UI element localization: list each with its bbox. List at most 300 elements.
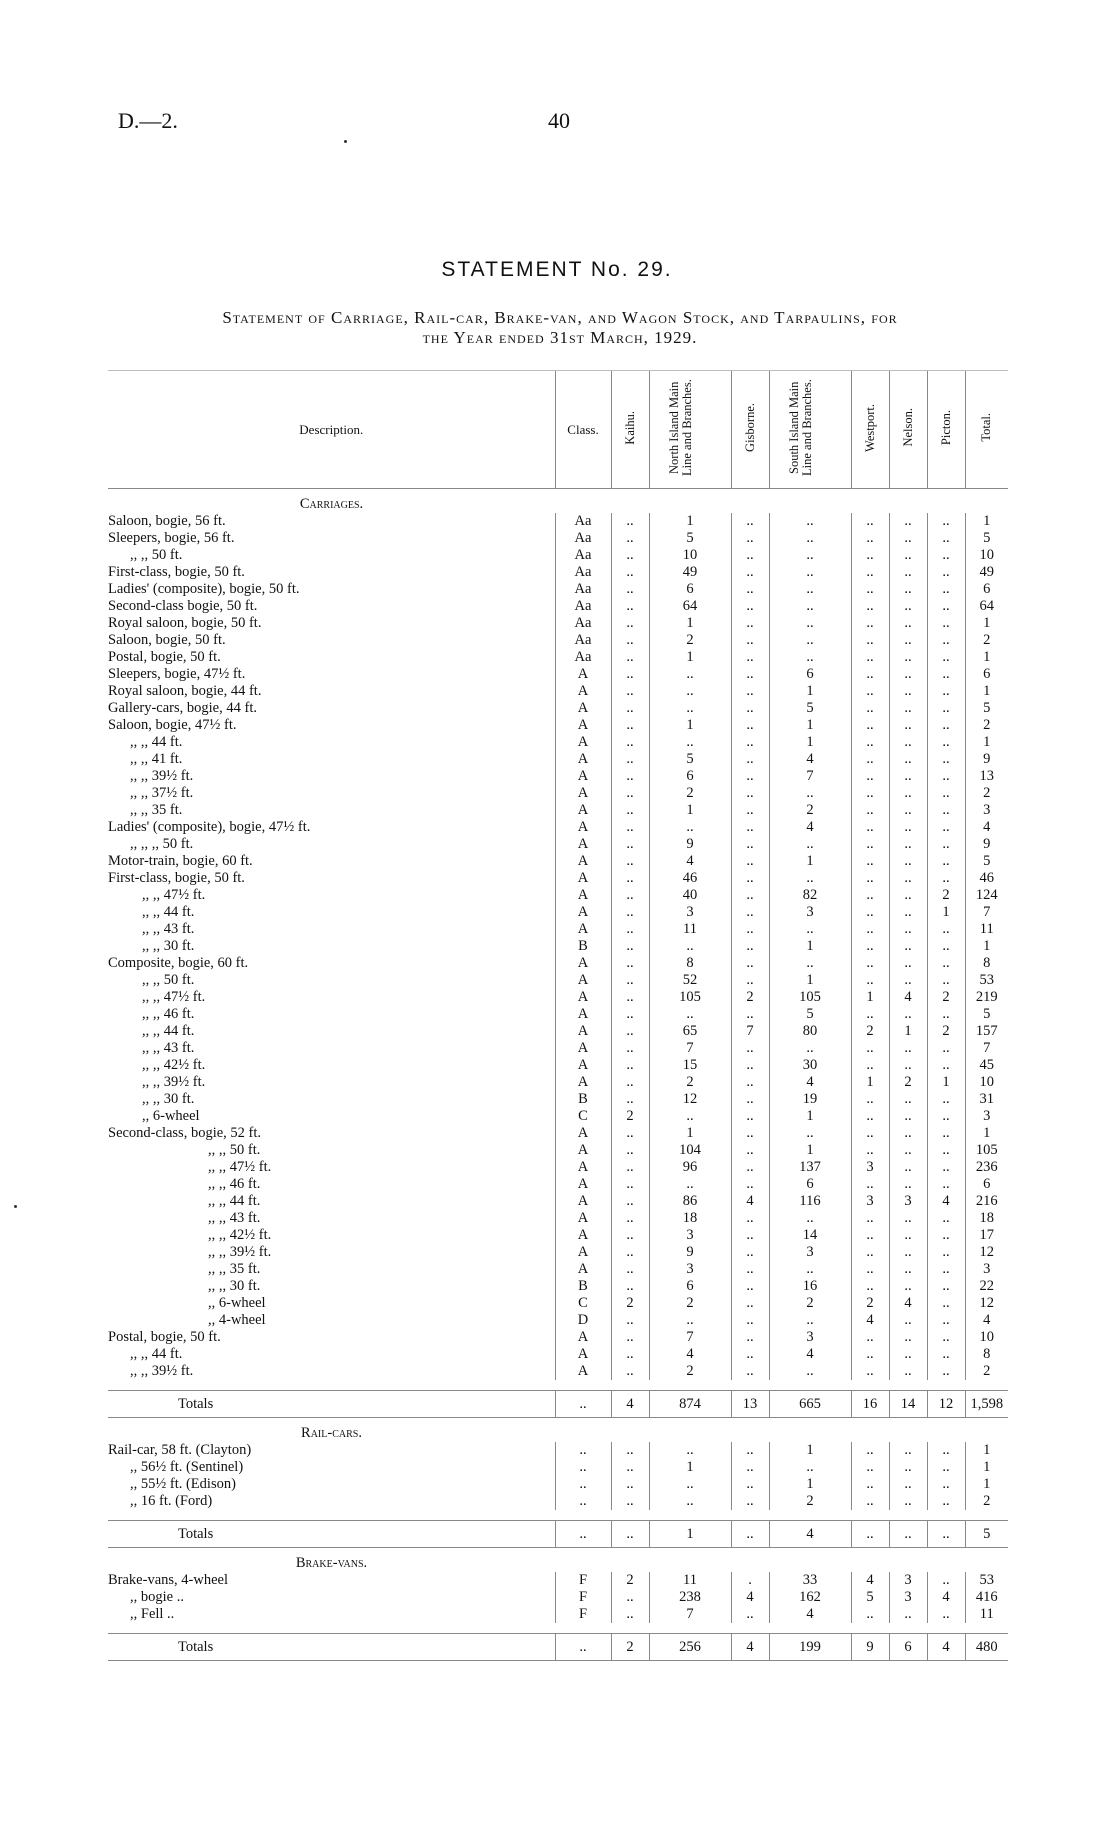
row-value: .. [851, 615, 889, 632]
row-value: .. [889, 1227, 927, 1244]
row-value: .. [611, 870, 649, 887]
row-value: .. [611, 700, 649, 717]
row-value: 8 [649, 955, 731, 972]
row-description-text: ,, ,, 30 ft. [142, 938, 195, 954]
row-description [108, 1346, 555, 1363]
row-class: A [555, 1057, 611, 1074]
row-value: .. [927, 1244, 965, 1261]
row-description [108, 972, 555, 989]
table-row [108, 1006, 1008, 1023]
row-value: 236 [965, 1159, 1008, 1176]
row-class: A [555, 921, 611, 938]
totals-label: Totals [108, 1634, 555, 1661]
row-value: 7 [731, 1023, 769, 1040]
row-class: A [555, 768, 611, 785]
section-heading-row [108, 1418, 1008, 1443]
row-class: F [555, 1572, 611, 1589]
row-value: 18 [965, 1210, 1008, 1227]
row-description-text: Motor-train, bogie, 60 ft. [108, 853, 253, 869]
row-value: .. [851, 938, 889, 955]
row-description [108, 649, 555, 666]
totals-value: 2 [611, 1634, 649, 1661]
row-value: .. [731, 1442, 769, 1459]
row-value: .. [611, 904, 649, 921]
row-value: 11 [965, 921, 1008, 938]
row-description [108, 683, 555, 700]
row-class: A [555, 1363, 611, 1380]
row-value: 4 [965, 1312, 1008, 1329]
row-value: .. [731, 1074, 769, 1091]
table-row [108, 1493, 1008, 1510]
row-value: .. [731, 955, 769, 972]
row-value: .. [851, 887, 889, 904]
row-description [108, 1606, 555, 1623]
row-class: A [555, 1193, 611, 1210]
row-class: A [555, 1261, 611, 1278]
row-description-text: ,, ,, 50 ft. [130, 547, 183, 563]
row-value: .. [927, 700, 965, 717]
row-value: .. [889, 1142, 927, 1159]
totals-value: 874 [649, 1391, 731, 1418]
row-value: .. [731, 547, 769, 564]
row-value: 22 [965, 1278, 1008, 1295]
row-value: .. [889, 870, 927, 887]
row-class: C [555, 1108, 611, 1125]
row-value: .. [611, 1363, 649, 1380]
row-value: .. [611, 819, 649, 836]
row-value: 12 [965, 1295, 1008, 1312]
section-filler [555, 489, 1008, 514]
col-header-kaihu: Kaihu. [611, 371, 649, 489]
row-value: .. [889, 683, 927, 700]
row-class: D [555, 1312, 611, 1329]
row-value: .. [731, 1261, 769, 1278]
row-value: 1 [769, 1476, 851, 1493]
section-title: Rail-cars. [301, 1424, 362, 1441]
row-value: .. [611, 1312, 649, 1329]
row-value: .. [769, 615, 851, 632]
row-description-text: ,, ,, 39½ ft. [130, 768, 194, 784]
totals-row [108, 1391, 1008, 1418]
row-description [108, 836, 555, 853]
row-value: .. [611, 887, 649, 904]
row-value: .. [611, 734, 649, 751]
row-value: .. [851, 1606, 889, 1623]
row-value: .. [889, 972, 927, 989]
row-value: .. [851, 819, 889, 836]
row-value: 12 [965, 1244, 1008, 1261]
row-value: .. [927, 666, 965, 683]
row-value: .. [731, 632, 769, 649]
row-description-text: ,, 6-wheel [142, 1108, 200, 1124]
table-row [108, 955, 1008, 972]
row-description-text: ,, 56½ ft. (Sentinel) [130, 1459, 244, 1475]
row-description-text: Postal, bogie, 50 ft. [108, 1329, 221, 1345]
row-value: 53 [965, 972, 1008, 989]
totals-value: 1 [649, 1521, 731, 1548]
row-value: 6 [769, 1176, 851, 1193]
row-value: 10 [965, 1074, 1008, 1091]
table-row [108, 581, 1008, 598]
page-number: 40 [548, 108, 570, 133]
row-value: 1 [649, 513, 731, 530]
table-row [108, 836, 1008, 853]
row-value: .. [851, 921, 889, 938]
row-value: .. [889, 666, 927, 683]
row-value: 1 [769, 717, 851, 734]
row-value: .. [611, 1261, 649, 1278]
row-value: .. [927, 751, 965, 768]
spacer-row [108, 1380, 1008, 1391]
row-description-text: ,, ,, 43 ft. [142, 921, 195, 937]
row-value: .. [611, 1589, 649, 1606]
row-value: .. [851, 717, 889, 734]
row-value: .. [649, 1493, 731, 1510]
row-description [108, 1329, 555, 1346]
row-class: A [555, 734, 611, 751]
row-value: 1 [649, 802, 731, 819]
row-value: .. [731, 921, 769, 938]
row-value: .. [927, 1572, 965, 1589]
row-value: .. [731, 564, 769, 581]
row-value: .. [731, 785, 769, 802]
row-value: 6 [649, 768, 731, 785]
row-value: .. [611, 1142, 649, 1159]
row-value: .. [731, 870, 769, 887]
row-value: .. [769, 785, 851, 802]
row-value: . [731, 1572, 769, 1589]
row-value: .. [731, 649, 769, 666]
row-value: 7 [965, 904, 1008, 921]
row-value: 1 [965, 1442, 1008, 1459]
row-value: .. [851, 1363, 889, 1380]
row-description-text: ,, ,, 50 ft. [142, 972, 195, 988]
row-value: .. [611, 1244, 649, 1261]
row-value: 1 [965, 513, 1008, 530]
totals-value: 12 [927, 1391, 965, 1418]
row-value: 7 [649, 1040, 731, 1057]
row-value: .. [851, 904, 889, 921]
row-value: .. [851, 1040, 889, 1057]
row-value: .. [889, 632, 927, 649]
table-row [108, 1442, 1008, 1459]
row-value: .. [889, 853, 927, 870]
row-value: 1 [649, 1459, 731, 1476]
table-row [108, 1329, 1008, 1346]
row-description-text: Brake-vans, 4-wheel [108, 1572, 228, 1588]
row-description-text: ,, ,, 44 ft. [142, 904, 195, 920]
row-value: .. [851, 513, 889, 530]
row-value: .. [731, 802, 769, 819]
row-description [108, 1363, 555, 1380]
row-value: .. [611, 1227, 649, 1244]
row-value: .. [769, 1261, 851, 1278]
row-description [108, 717, 555, 734]
row-description-text: ,, ,, 43 ft. [142, 1040, 195, 1056]
row-value: .. [769, 632, 851, 649]
table-row [108, 1589, 1008, 1606]
row-value: .. [851, 1227, 889, 1244]
row-description-text: Second-class, bogie, 52 ft. [108, 1125, 262, 1141]
row-value: .. [731, 666, 769, 683]
row-value: .. [769, 836, 851, 853]
table-row [108, 1312, 1008, 1329]
row-description [108, 870, 555, 887]
row-value: .. [851, 547, 889, 564]
table-row [108, 530, 1008, 547]
row-class: A [555, 1023, 611, 1040]
row-value: 4 [889, 1295, 927, 1312]
row-value: .. [851, 530, 889, 547]
row-value: .. [611, 683, 649, 700]
row-value: .. [611, 1459, 649, 1476]
table-row [108, 1074, 1008, 1091]
row-value: .. [731, 887, 769, 904]
row-value: .. [889, 955, 927, 972]
section-filler [555, 1548, 1008, 1573]
row-value: 9 [965, 751, 1008, 768]
row-description-text: ,, ,, 30 ft. [208, 1278, 261, 1294]
row-value: .. [851, 1442, 889, 1459]
table-row [108, 700, 1008, 717]
row-value: 82 [769, 887, 851, 904]
row-value: 4 [769, 1074, 851, 1091]
col-header-description: Description. [108, 371, 555, 489]
row-value: 3 [889, 1193, 927, 1210]
row-value: .. [927, 513, 965, 530]
row-description-text: ,, ,, 41 ft. [130, 751, 183, 767]
row-value: 5 [965, 700, 1008, 717]
row-value: 3 [649, 1227, 731, 1244]
row-value: .. [927, 1363, 965, 1380]
row-value: 46 [649, 870, 731, 887]
row-value: .. [611, 581, 649, 598]
col-header-north-island: North Island Main Line and Branches. [649, 371, 731, 489]
row-value: .. [927, 1108, 965, 1125]
row-value: 1 [927, 904, 965, 921]
row-value: .. [611, 1074, 649, 1091]
row-description [108, 547, 555, 564]
row-description-text: ,, ,, 44 ft. [142, 1023, 195, 1039]
row-value: .. [851, 1210, 889, 1227]
row-description [108, 700, 555, 717]
row-class: Aa [555, 581, 611, 598]
row-value: .. [731, 1142, 769, 1159]
col-header-gisborne: Gisborne. [731, 371, 769, 489]
totals-row [108, 1634, 1008, 1661]
row-value: 49 [965, 564, 1008, 581]
row-description [108, 921, 555, 938]
totals-label: Totals [108, 1391, 555, 1418]
row-class: A [555, 989, 611, 1006]
row-value: .. [731, 1057, 769, 1074]
row-class: A [555, 1142, 611, 1159]
row-value: .. [769, 649, 851, 666]
table-row [108, 615, 1008, 632]
row-value: 7 [965, 1040, 1008, 1057]
row-description-text: ,, ,, 39½ ft. [208, 1244, 272, 1260]
row-description [108, 1210, 555, 1227]
row-description-text: Saloon, bogie, 56 ft. [108, 513, 226, 529]
totals-value: .. [851, 1521, 889, 1548]
row-value: .. [889, 1176, 927, 1193]
row-value: .. [927, 1442, 965, 1459]
print-speck [344, 140, 347, 143]
row-class: Aa [555, 547, 611, 564]
row-value: .. [851, 1142, 889, 1159]
row-value: 1 [769, 938, 851, 955]
row-class: C [555, 1295, 611, 1312]
totals-value: 9 [851, 1634, 889, 1661]
row-value: .. [889, 1278, 927, 1295]
row-value: .. [611, 615, 649, 632]
row-value: .. [851, 1476, 889, 1493]
row-value: .. [927, 870, 965, 887]
row-class: Aa [555, 513, 611, 530]
spacer-row [108, 1510, 1008, 1521]
row-value: .. [611, 1057, 649, 1074]
totals-value: .. [611, 1521, 649, 1548]
row-value: .. [731, 1227, 769, 1244]
row-value: .. [889, 904, 927, 921]
row-value: .. [769, 564, 851, 581]
table-row [108, 1057, 1008, 1074]
row-class: Aa [555, 598, 611, 615]
row-value: .. [889, 802, 927, 819]
totals-label: Totals [108, 1521, 555, 1548]
row-value: .. [731, 1210, 769, 1227]
row-value: .. [731, 598, 769, 615]
row-value: .. [851, 972, 889, 989]
row-value: .. [889, 1040, 927, 1057]
row-description-text: Composite, bogie, 60 ft. [108, 955, 249, 971]
row-description [108, 819, 555, 836]
row-value: 2 [965, 1493, 1008, 1510]
row-value: 3 [965, 802, 1008, 819]
row-value: 162 [769, 1589, 851, 1606]
row-value: .. [927, 1346, 965, 1363]
row-value: 64 [649, 598, 731, 615]
row-value: 3 [769, 904, 851, 921]
row-description-text: ,, ,, 44 ft. [130, 734, 183, 750]
table-body [108, 489, 1008, 1661]
row-value: .. [927, 1040, 965, 1057]
table-row [108, 1108, 1008, 1125]
row-value: .. [927, 632, 965, 649]
row-value: 1 [769, 972, 851, 989]
row-class: A [555, 785, 611, 802]
totals-value: 14 [889, 1391, 927, 1418]
row-value: .. [649, 1176, 731, 1193]
totals-value: .. [889, 1521, 927, 1548]
row-value: .. [889, 581, 927, 598]
row-value: .. [889, 1244, 927, 1261]
statement-title-line-2: the Year ended 31st March, 1929. [422, 328, 698, 347]
col-header-picton: Picton. [927, 371, 965, 489]
row-description [108, 785, 555, 802]
row-class: B [555, 938, 611, 955]
table-row [108, 768, 1008, 785]
row-description [108, 615, 555, 632]
row-value: 1 [965, 938, 1008, 955]
row-class: A [555, 666, 611, 683]
row-description-text: Gallery-cars, bogie, 44 ft. [108, 700, 257, 716]
row-value: 5 [769, 1006, 851, 1023]
row-value: .. [927, 734, 965, 751]
table-row [108, 734, 1008, 751]
row-value: .. [611, 1040, 649, 1057]
row-class: A [555, 1210, 611, 1227]
col-header-south-island: South Island Main Line and Branches. [769, 371, 851, 489]
row-description-text: ,, ,, 42½ ft. [142, 1057, 206, 1073]
row-description [108, 853, 555, 870]
table-row [108, 1278, 1008, 1295]
statement-number: STATEMENT No. 29. [441, 258, 673, 281]
totals-row [108, 1521, 1008, 1548]
row-value: .. [731, 1295, 769, 1312]
row-value: 4 [769, 751, 851, 768]
row-description-text: Saloon, bogie, 50 ft. [108, 632, 226, 648]
row-description [108, 1227, 555, 1244]
row-value: .. [889, 887, 927, 904]
row-value: 2 [769, 802, 851, 819]
row-value: .. [769, 955, 851, 972]
row-value: .. [851, 564, 889, 581]
table-row [108, 547, 1008, 564]
row-value: .. [731, 1159, 769, 1176]
row-value: 2 [851, 1295, 889, 1312]
row-value: .. [851, 700, 889, 717]
table-row [108, 1476, 1008, 1493]
row-value: 4 [649, 853, 731, 870]
row-value: .. [731, 1606, 769, 1623]
row-value: .. [889, 615, 927, 632]
row-description [108, 1312, 555, 1329]
row-value: .. [769, 870, 851, 887]
row-value: .. [649, 734, 731, 751]
row-value: .. [769, 1040, 851, 1057]
table-row [108, 904, 1008, 921]
row-value: 9 [649, 1244, 731, 1261]
row-value: 1 [769, 734, 851, 751]
row-value: .. [851, 581, 889, 598]
row-value: .. [769, 1210, 851, 1227]
col-header-total: Total. [965, 371, 1008, 489]
row-value: .. [927, 1210, 965, 1227]
section-filler [555, 1418, 1008, 1443]
row-value: 2 [769, 1493, 851, 1510]
row-value: 2 [769, 1295, 851, 1312]
row-value: .. [927, 938, 965, 955]
totals-value: 4 [769, 1521, 851, 1548]
row-value: 1 [965, 649, 1008, 666]
row-description [108, 513, 555, 530]
row-value: .. [611, 1476, 649, 1493]
row-value: .. [927, 1125, 965, 1142]
row-description [108, 1074, 555, 1091]
row-value: .. [927, 972, 965, 989]
row-value: .. [731, 615, 769, 632]
row-description-text: ,, ,, 47½ ft. [142, 887, 206, 903]
row-value: .. [611, 632, 649, 649]
row-description [108, 632, 555, 649]
row-description [108, 581, 555, 598]
table-row [108, 513, 1008, 530]
table-row [108, 598, 1008, 615]
row-value: 1 [965, 734, 1008, 751]
row-value: .. [851, 734, 889, 751]
table-row [108, 1193, 1008, 1210]
